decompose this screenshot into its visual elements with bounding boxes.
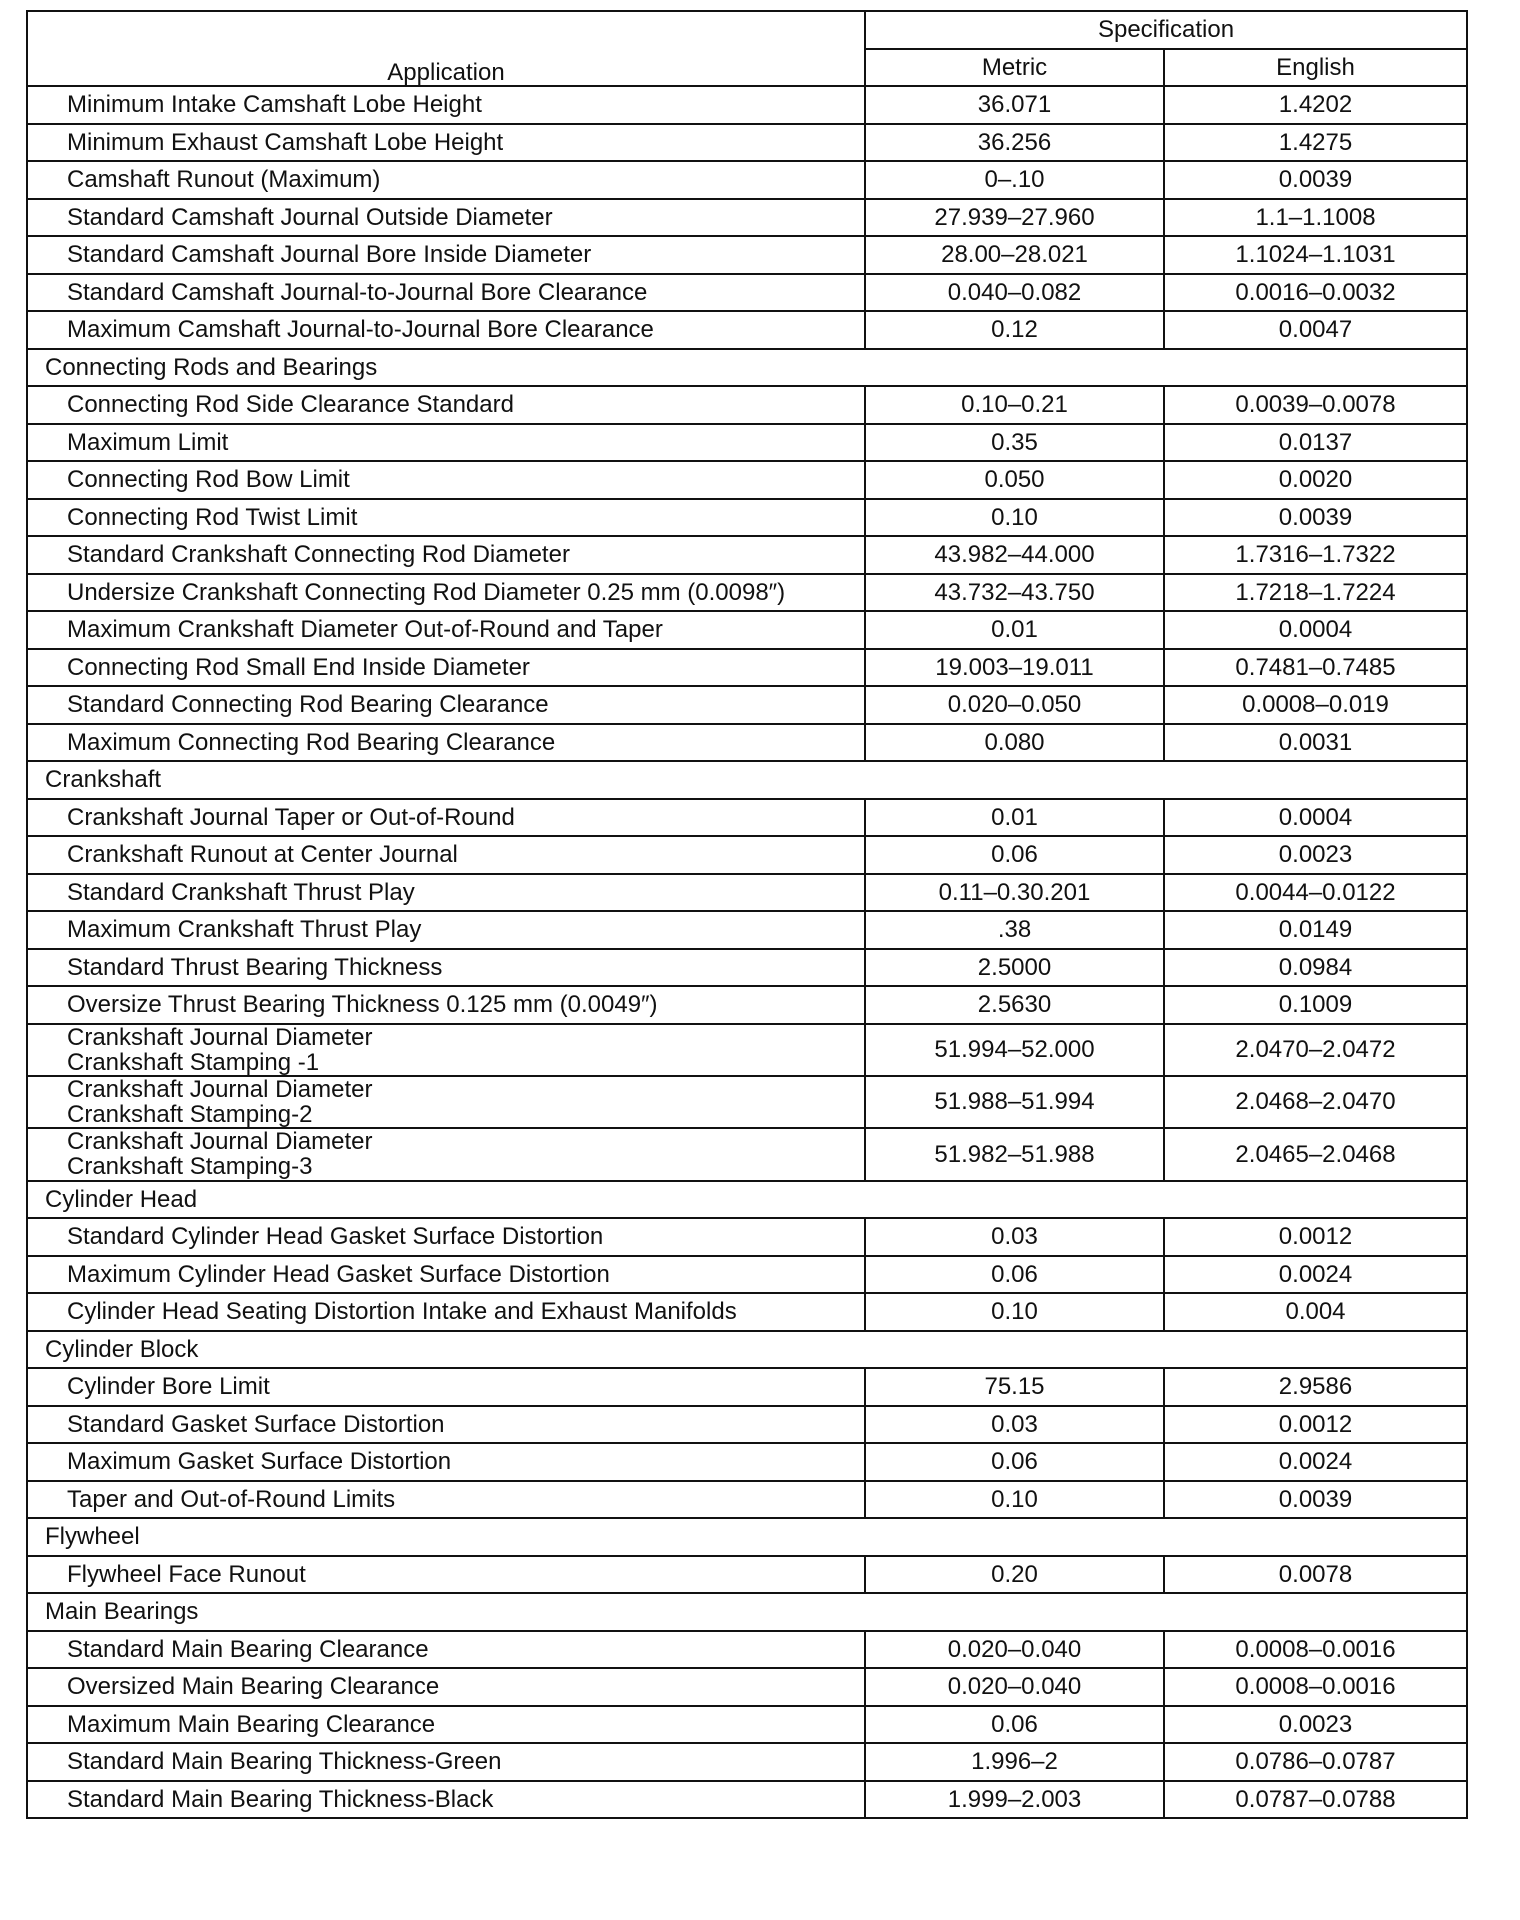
metric-cell: 0.11–0.30.201	[865, 874, 1164, 912]
specification-header: Specification	[865, 11, 1467, 49]
metric-cell: 19.003–19.011	[865, 649, 1164, 687]
application-cell: Oversized Main Bearing Clearance	[27, 1668, 865, 1706]
metric-cell: 51.994–52.000	[865, 1024, 1164, 1076]
table-row	[27, 1293, 1467, 1331]
english-cell: 0.0786–0.0787	[1164, 1743, 1467, 1781]
application-cell: Crankshaft Runout at Center Journal	[27, 836, 865, 874]
metric-cell: 0.35	[865, 424, 1164, 462]
application-cell: Maximum Camshaft Journal-to-Journal Bore Clearance	[27, 311, 865, 349]
metric-cell: 43.732–43.750	[865, 574, 1164, 612]
section-row	[27, 761, 1467, 799]
application-cell: Standard Cylinder Head Gasket Surface Distortion	[27, 1218, 865, 1256]
application-line-2: Crankshaft Stamping-3	[67, 1153, 313, 1181]
english-cell: 1.4202	[1164, 86, 1467, 124]
table-row	[27, 236, 1467, 274]
table-row	[27, 574, 1467, 612]
application-cell: Standard Crankshaft Thrust Play	[27, 874, 865, 912]
application-cell: Standard Gasket Surface Distortion	[27, 1406, 865, 1444]
english-cell: 0.0023	[1164, 836, 1467, 874]
application-line-2: Crankshaft Stamping -1	[67, 1048, 320, 1076]
table-row	[27, 1076, 1467, 1128]
english-cell: 0.0004	[1164, 611, 1467, 649]
english-cell: 2.9586	[1164, 1368, 1467, 1406]
metric-cell: 1.996–2	[865, 1743, 1164, 1781]
section-row	[27, 1518, 1467, 1556]
table-row	[27, 986, 1467, 1024]
english-cell: 0.0008–0.0016	[1164, 1668, 1467, 1706]
application-cell: Standard Main Bearing Thickness-Black	[27, 1781, 865, 1819]
application-cell: Standard Connecting Rod Bearing Clearance	[27, 686, 865, 724]
english-cell: 0.0012	[1164, 1218, 1467, 1256]
metric-cell: 0.10	[865, 499, 1164, 537]
english-cell: 1.7316–1.7322	[1164, 536, 1467, 574]
english-cell: 0.0044–0.0122	[1164, 874, 1467, 912]
english-cell: 1.1–1.1008	[1164, 199, 1467, 237]
table-row	[27, 836, 1467, 874]
application-cell: Maximum Connecting Rod Bearing Clearance	[27, 724, 865, 762]
application-cell: Oversize Thrust Bearing Thickness 0.125 mm (0.0049″)	[27, 986, 865, 1024]
english-cell: 0.0137	[1164, 424, 1467, 462]
table-row	[27, 1706, 1467, 1744]
english-cell: 0.004	[1164, 1293, 1467, 1331]
application-cell: Standard Main Bearing Thickness-Green	[27, 1743, 865, 1781]
table-row	[27, 386, 1467, 424]
metric-cell: 0.10	[865, 1293, 1164, 1331]
section-row	[27, 349, 1467, 387]
english-cell: 0.0047	[1164, 311, 1467, 349]
table-row	[27, 424, 1467, 462]
english-cell: 1.1024–1.1031	[1164, 236, 1467, 274]
table-row	[27, 536, 1467, 574]
english-cell: 0.0023	[1164, 1706, 1467, 1744]
application-cell: Maximum Crankshaft Diameter Out-of-Round and Taper	[27, 611, 865, 649]
metric-header: Metric	[865, 49, 1164, 87]
metric-cell: 2.5000	[865, 949, 1164, 987]
application-cell: Camshaft Runout (Maximum)	[27, 161, 865, 199]
application-cell: Undersize Crankshaft Connecting Rod Diameter 0.25 mm (0.0098″)	[27, 574, 865, 612]
english-cell: 1.4275	[1164, 124, 1467, 162]
metric-cell: 0.10	[865, 1481, 1164, 1519]
english-cell: 0.0024	[1164, 1256, 1467, 1294]
application-cell: Connecting Rod Bow Limit	[27, 461, 865, 499]
english-cell: 0.0031	[1164, 724, 1467, 762]
header-row-top	[27, 11, 1467, 49]
table-row	[27, 1781, 1467, 1819]
application-cell: Maximum Cylinder Head Gasket Surface Distortion	[27, 1256, 865, 1294]
application-cell: Standard Thrust Bearing Thickness	[27, 949, 865, 987]
table-row	[27, 161, 1467, 199]
english-cell: 0.7481–0.7485	[1164, 649, 1467, 687]
metric-cell: 0.06	[865, 836, 1164, 874]
application-cell: Flywheel Face Runout	[27, 1556, 865, 1594]
metric-cell: 43.982–44.000	[865, 536, 1164, 574]
table-row	[27, 1218, 1467, 1256]
table-row	[27, 1631, 1467, 1669]
metric-cell: 0.03	[865, 1218, 1164, 1256]
metric-cell: 0.06	[865, 1706, 1164, 1744]
metric-cell: 0.050	[865, 461, 1164, 499]
application-cell: Crankshaft Journal Taper or Out-of-Round	[27, 799, 865, 837]
metric-cell: 0.080	[865, 724, 1164, 762]
metric-cell: 0–.10	[865, 161, 1164, 199]
metric-cell: 0.06	[865, 1443, 1164, 1481]
application-cell	[27, 1128, 865, 1180]
table-row	[27, 274, 1467, 312]
english-cell: 0.0004	[1164, 799, 1467, 837]
application-line-1: Crankshaft Journal Diameter	[67, 1128, 373, 1156]
application-line-1: Crankshaft Journal Diameter	[67, 1075, 373, 1103]
english-cell: 0.0787–0.0788	[1164, 1781, 1467, 1819]
english-cell: 0.0984	[1164, 949, 1467, 987]
table-row	[27, 1406, 1467, 1444]
section-title: Main Bearings	[27, 1593, 1467, 1631]
section-row	[27, 1331, 1467, 1369]
table-row	[27, 1128, 1467, 1180]
english-cell: 0.0020	[1164, 461, 1467, 499]
english-cell: 2.0468–2.0470	[1164, 1076, 1467, 1128]
metric-cell: 51.982–51.988	[865, 1128, 1164, 1180]
english-cell: 0.0039	[1164, 499, 1467, 537]
application-cell: Standard Camshaft Journal-to-Journal Bore Clearance	[27, 274, 865, 312]
metric-cell: 0.06	[865, 1256, 1164, 1294]
application-cell: Maximum Gasket Surface Distortion	[27, 1443, 865, 1481]
application-cell: Standard Camshaft Journal Outside Diameter	[27, 199, 865, 237]
table-row	[27, 1443, 1467, 1481]
application-cell: Maximum Main Bearing Clearance	[27, 1706, 865, 1744]
english-header: English	[1164, 49, 1467, 87]
application-cell: Connecting Rod Side Clearance Standard	[27, 386, 865, 424]
application-cell: Cylinder Bore Limit	[27, 1368, 865, 1406]
table-row	[27, 311, 1467, 349]
english-cell: 0.1009	[1164, 986, 1467, 1024]
table-row	[27, 686, 1467, 724]
metric-cell: 75.15	[865, 1368, 1164, 1406]
table-row	[27, 199, 1467, 237]
table-row	[27, 1743, 1467, 1781]
section-row	[27, 1181, 1467, 1219]
section-title: Crankshaft	[27, 761, 1467, 799]
application-cell: Connecting Rod Small End Inside Diameter	[27, 649, 865, 687]
table-row	[27, 1668, 1467, 1706]
metric-cell: 0.01	[865, 611, 1164, 649]
table-row	[27, 949, 1467, 987]
english-cell: 0.0039	[1164, 161, 1467, 199]
application-cell: Standard Crankshaft Connecting Rod Diameter	[27, 536, 865, 574]
english-cell: 0.0008–0.019	[1164, 686, 1467, 724]
english-cell: 0.0008–0.0016	[1164, 1631, 1467, 1669]
english-cell: 0.0039–0.0078	[1164, 386, 1467, 424]
application-cell: Connecting Rod Twist Limit	[27, 499, 865, 537]
metric-cell: 0.03	[865, 1406, 1164, 1444]
metric-cell: 0.20	[865, 1556, 1164, 1594]
english-cell: 0.0024	[1164, 1443, 1467, 1481]
application-cell	[27, 1024, 865, 1076]
table-row	[27, 124, 1467, 162]
metric-cell: 28.00–28.021	[865, 236, 1164, 274]
table-row	[27, 461, 1467, 499]
metric-cell: 0.10–0.21	[865, 386, 1164, 424]
english-cell: 0.0078	[1164, 1556, 1467, 1594]
section-title: Cylinder Head	[27, 1181, 1467, 1219]
section-title: Connecting Rods and Bearings	[27, 349, 1467, 387]
application-cell: Minimum Exhaust Camshaft Lobe Height	[27, 124, 865, 162]
english-cell: 0.0149	[1164, 911, 1467, 949]
table-row	[27, 1368, 1467, 1406]
application-cell: Minimum Intake Camshaft Lobe Height	[27, 86, 865, 124]
metric-cell: 51.988–51.994	[865, 1076, 1164, 1128]
english-cell: 1.7218–1.7224	[1164, 574, 1467, 612]
application-cell: Maximum Crankshaft Thrust Play	[27, 911, 865, 949]
table-row	[27, 724, 1467, 762]
metric-cell: 0.020–0.050	[865, 686, 1164, 724]
metric-cell: 36.071	[865, 86, 1164, 124]
table-row	[27, 1556, 1467, 1594]
application-line-2: Crankshaft Stamping-2	[67, 1101, 313, 1129]
table-row	[27, 1256, 1467, 1294]
application-cell: Cylinder Head Seating Distortion Intake and Exhaust Manifolds	[27, 1293, 865, 1331]
metric-cell: 36.256	[865, 124, 1164, 162]
table-row	[27, 649, 1467, 687]
section-row	[27, 1593, 1467, 1631]
english-cell: 0.0016–0.0032	[1164, 274, 1467, 312]
metric-cell: 0.12	[865, 311, 1164, 349]
table-row	[27, 1481, 1467, 1519]
metric-cell: 27.939–27.960	[865, 199, 1164, 237]
metric-cell: 0.01	[865, 799, 1164, 837]
metric-cell: 1.999–2.003	[865, 1781, 1164, 1819]
application-cell: Standard Camshaft Journal Bore Inside Diameter	[27, 236, 865, 274]
specification-body	[27, 86, 1467, 1818]
table-row	[27, 499, 1467, 537]
table-row	[27, 874, 1467, 912]
metric-cell: 2.5630	[865, 986, 1164, 1024]
application-cell	[27, 1076, 865, 1128]
application-cell: Standard Main Bearing Clearance	[27, 1631, 865, 1669]
english-cell: 0.0039	[1164, 1481, 1467, 1519]
table-row	[27, 799, 1467, 837]
section-title: Flywheel	[27, 1518, 1467, 1556]
application-line-1: Crankshaft Journal Diameter	[67, 1023, 373, 1051]
english-cell: 2.0470–2.0472	[1164, 1024, 1467, 1076]
specification-table	[26, 10, 1468, 1819]
application-header: Application	[27, 11, 865, 86]
metric-cell: 0.020–0.040	[865, 1668, 1164, 1706]
english-cell: 2.0465–2.0468	[1164, 1128, 1467, 1180]
metric-cell: 0.040–0.082	[865, 274, 1164, 312]
table-row	[27, 911, 1467, 949]
english-cell: 0.0012	[1164, 1406, 1467, 1444]
metric-cell: .38	[865, 911, 1164, 949]
metric-cell: 0.020–0.040	[865, 1631, 1164, 1669]
table-row	[27, 1024, 1467, 1076]
application-cell: Taper and Out-of-Round Limits	[27, 1481, 865, 1519]
table-row	[27, 611, 1467, 649]
table-row	[27, 86, 1467, 124]
application-cell: Maximum Limit	[27, 424, 865, 462]
section-title: Cylinder Block	[27, 1331, 1467, 1369]
